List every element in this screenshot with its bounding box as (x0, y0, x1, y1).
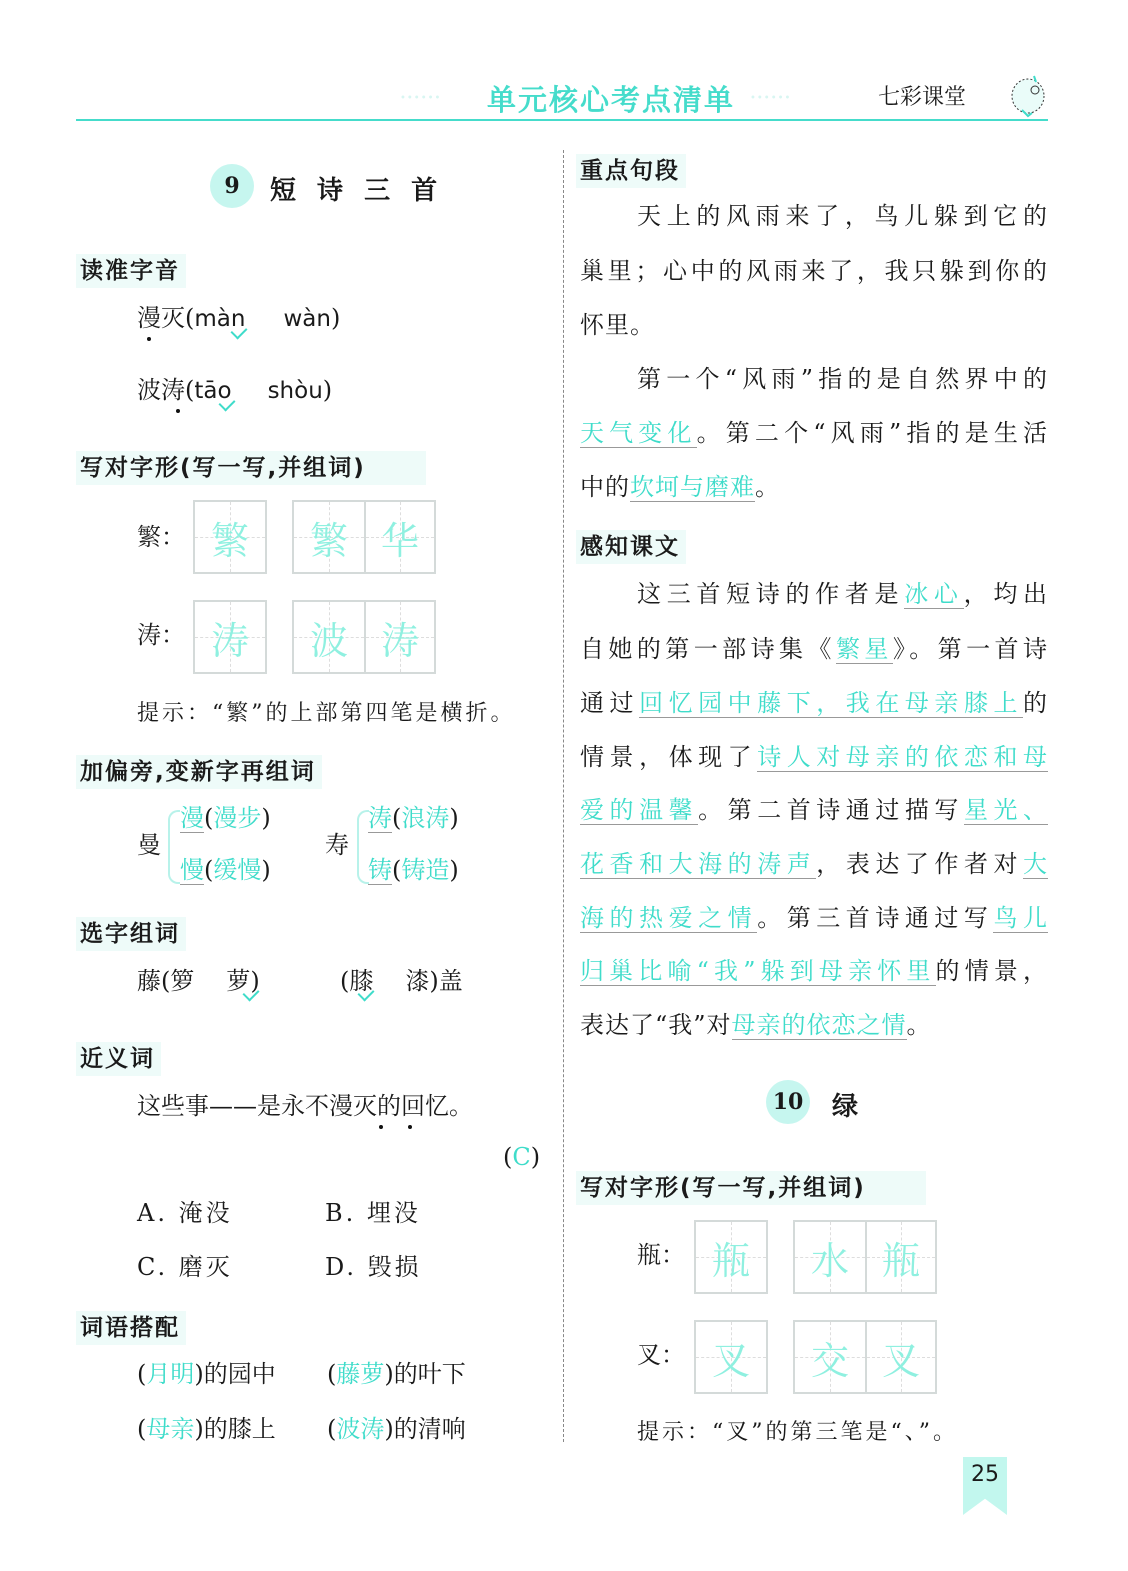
passage-line (580, 634, 1048, 664)
section-label-radicals: 加偏旁,变新字再组词 (76, 755, 322, 789)
paren: ) (322, 376, 333, 404)
prefix: 藤( (137, 967, 171, 995)
passage-line (580, 256, 1048, 286)
emphasis-dot (176, 409, 180, 413)
passage-line (637, 364, 1048, 394)
lesson-title: 绿 (832, 1092, 865, 1122)
suffix: 的膝上 (203, 1415, 276, 1443)
passage-text: ，均出 (963, 580, 1049, 608)
passage-text: 这三首短诗的作者是 (637, 580, 905, 608)
writing-grid-word (292, 600, 436, 674)
writing-grid-word (793, 1220, 937, 1294)
base-char: 曼 (137, 831, 161, 859)
answer-text: 鸟儿 (993, 904, 1049, 932)
passage-text: 第一个“风雨”指的是自然界中的 (637, 365, 1048, 393)
section-label-key-passage: 重点句段 (576, 154, 686, 188)
char-label: 繁： (137, 523, 185, 551)
option: 箩 (170, 967, 195, 995)
passage-text: ，表达了作者对 (816, 850, 1024, 878)
cartoon-mascot-icon (1008, 72, 1048, 118)
writing-grid-word (292, 500, 436, 574)
lesson-title: 短 诗 三 首 (270, 176, 444, 206)
paren: ( (503, 1143, 513, 1171)
answer-text: 花香和大海的涛声 (580, 850, 817, 878)
answer-text: 坎坷与磨难 (630, 473, 755, 501)
pinyin-option: wàn (283, 306, 331, 332)
option-d: D. 毁损 (325, 1253, 422, 1281)
grid-char: 叉 (881, 1338, 920, 1383)
grid-char: 涛 (210, 618, 249, 663)
answer-text: 诗人对母亲的依恋和母 (757, 743, 1049, 771)
grid-char: 华 (380, 518, 419, 563)
header-title: 单元核心考点清单 (487, 83, 736, 117)
passage-text: 。第二个“风雨”指的是生活 (696, 419, 1049, 447)
pinyin-option-correct: tāo (194, 378, 232, 404)
answer: 月明 (146, 1360, 195, 1388)
choose-item (137, 966, 260, 996)
answer-text: 母亲的依恋之情 (731, 1011, 907, 1039)
new-word: 浪涛 (401, 804, 450, 832)
answer-blank (503, 1142, 540, 1172)
passage-text: 表达了“我”对 (580, 1011, 732, 1039)
grid-char: 繁 (309, 518, 348, 563)
passage-text: 中的 (580, 473, 630, 501)
passage-text: 的 (1023, 689, 1049, 717)
paren: ) (330, 304, 341, 332)
radical-item: 漫(漫步) (180, 804, 271, 832)
option-a: A. 淹没 (137, 1199, 233, 1227)
emphasis-dot (379, 1125, 383, 1129)
grid-char: 繁 (210, 518, 249, 563)
grid-char: 叉 (711, 1338, 750, 1383)
brace (168, 810, 180, 884)
answer: 波涛 (336, 1415, 385, 1443)
char-label: 瓶： (637, 1241, 685, 1269)
option-b: B. 埋没 (325, 1199, 421, 1227)
answer-text: 海的热爱之情 (580, 904, 758, 932)
page-number: 25 (971, 1462, 999, 1487)
option-correct: 萝 (226, 967, 251, 995)
choose-item (340, 966, 463, 996)
answer-text: 大 (1023, 850, 1049, 878)
passage-line (580, 688, 1048, 718)
grid-char: 交 (810, 1338, 849, 1383)
passage-text: 巢里；心中的风雨来了，我只躲到你的 (580, 257, 1048, 285)
match-item: (波涛)的清响 (327, 1415, 466, 1443)
header-dots-left: •••••• (400, 93, 442, 104)
answer: 母亲 (146, 1415, 195, 1443)
passage-text: 情景，体现了 (580, 743, 758, 771)
match-item: (藤萝)的叶下 (327, 1360, 466, 1388)
suffix: 的园中 (203, 1360, 276, 1388)
writing-grid-single (694, 1220, 768, 1294)
grid-char: 瓶 (881, 1238, 920, 1283)
passage-line (580, 418, 1048, 448)
option-c: C. 磨灭 (137, 1253, 233, 1281)
passage-line (580, 472, 1048, 502)
section-label-choose: 选字组词 (76, 917, 186, 951)
new-word: 缓慢 (213, 856, 262, 884)
word: 波涛 (137, 376, 185, 404)
char-label: 叉： (637, 1341, 685, 1369)
header-dots-right: •••••• (750, 93, 792, 104)
grid-char: 瓶 (711, 1238, 750, 1283)
section-label-pronunciation: 读准字音 (76, 254, 186, 288)
radical-item: 涛(浪涛) (368, 804, 459, 832)
prefix: ( (340, 967, 350, 995)
new-char: 涛 (368, 804, 392, 832)
passage-line (580, 742, 1048, 772)
hint-text: 提示：“繁”的上部第四笔是横折。 (137, 701, 516, 726)
grid-char: 涛 (380, 618, 419, 663)
new-char: 漫 (180, 804, 204, 832)
radical-item: 铸(铸造) (368, 856, 459, 884)
answer-text: 爱的温馨 (580, 796, 699, 824)
passage-text: 自她的第一部诗集《 (580, 635, 836, 663)
hint-text: 提示：“叉”的第三笔是“、”。 (637, 1420, 958, 1445)
column-divider (563, 150, 564, 1442)
section-label-writing: 写对字形(写一写,并组词) (76, 451, 426, 485)
new-char: 慢 (180, 856, 204, 884)
passage-line (580, 1010, 1048, 1040)
passage-text: 。第二首诗通过描写 (698, 796, 964, 824)
passage-line (637, 201, 1048, 231)
writing-grid-single (193, 600, 267, 674)
section-label-writing: 写对字形(写一写,并组词) (576, 1171, 926, 1205)
grid-char: 水 (810, 1238, 849, 1283)
section-label-perceive: 感知课文 (576, 530, 686, 564)
header-rule (76, 119, 1048, 121)
passage-text: 。 (906, 1011, 932, 1039)
passage-text: 。第三首诗通过写 (757, 904, 994, 932)
answer-text: 冰心 (904, 580, 964, 608)
answer-text: 回忆园中藤下，我在母亲膝上 (639, 689, 1024, 717)
answer-text: 天气变化 (580, 419, 697, 447)
passage-text: 。 (755, 473, 780, 501)
new-char: 铸 (368, 856, 392, 884)
passage-text: 怀里。 (580, 311, 655, 339)
base-char: 寿 (325, 831, 349, 859)
answer-text: 繁星 (835, 635, 893, 663)
paren: ) (530, 1143, 541, 1171)
lesson-number-badge: 9 (210, 164, 254, 208)
passage-text: 天上的风雨来了，鸟儿躲到它的 (637, 202, 1048, 230)
suffix: )盖 (429, 967, 463, 995)
passage-line (580, 956, 1048, 986)
passage-line (580, 903, 1048, 933)
suffix: 的清响 (393, 1415, 466, 1443)
suffix: 的叶下 (393, 1360, 466, 1388)
option-correct: 膝 (349, 967, 374, 995)
radical-item: 慢(缓慢) (180, 856, 271, 884)
pinyin-option: shòu (267, 378, 323, 404)
writing-grid-single (193, 500, 267, 574)
answer: C (512, 1143, 531, 1171)
header-brand: 七彩课堂 (878, 85, 967, 110)
section-label-matching: 词语搭配 (76, 1311, 186, 1345)
answer: 藤萝 (336, 1360, 385, 1388)
new-word: 铸造 (401, 856, 450, 884)
emphasis-dot (147, 337, 151, 341)
passage-text: 》。第一首诗 (892, 635, 1048, 663)
new-word: 漫步 (213, 804, 262, 832)
char-label: 涛： (137, 621, 185, 649)
writing-grid-word (793, 1320, 937, 1394)
synonym-sentence: 这些事——是永不漫灭的回忆。 (137, 1092, 473, 1120)
match-item: (月明)的园中 (137, 1360, 276, 1388)
answer-text: 星光、 (963, 796, 1049, 824)
emphasis-dot (408, 1125, 412, 1129)
passage-line (580, 849, 1048, 879)
passage-line (580, 795, 1048, 825)
answer-text: 归巢比喻“我”躲到母亲怀里 (580, 957, 936, 985)
passage-line (637, 579, 1048, 609)
paren: ( (185, 376, 195, 404)
passage-text: 的情景， (935, 957, 1049, 985)
match-item: (母亲)的膝上 (137, 1415, 276, 1443)
passage-line (580, 310, 1048, 340)
section-label-synonym: 近义词 (76, 1042, 161, 1076)
writing-grid-single (694, 1320, 768, 1394)
option: 漆 (405, 967, 430, 995)
grid-char: 波 (309, 618, 348, 663)
passage-text: 通过 (580, 689, 640, 717)
paren: ( (185, 304, 195, 332)
suffix: ) (250, 967, 260, 995)
word: 漫灭 (137, 304, 185, 332)
lesson-number-badge: 10 (766, 1080, 810, 1124)
pinyin-option-correct: màn (194, 306, 246, 332)
